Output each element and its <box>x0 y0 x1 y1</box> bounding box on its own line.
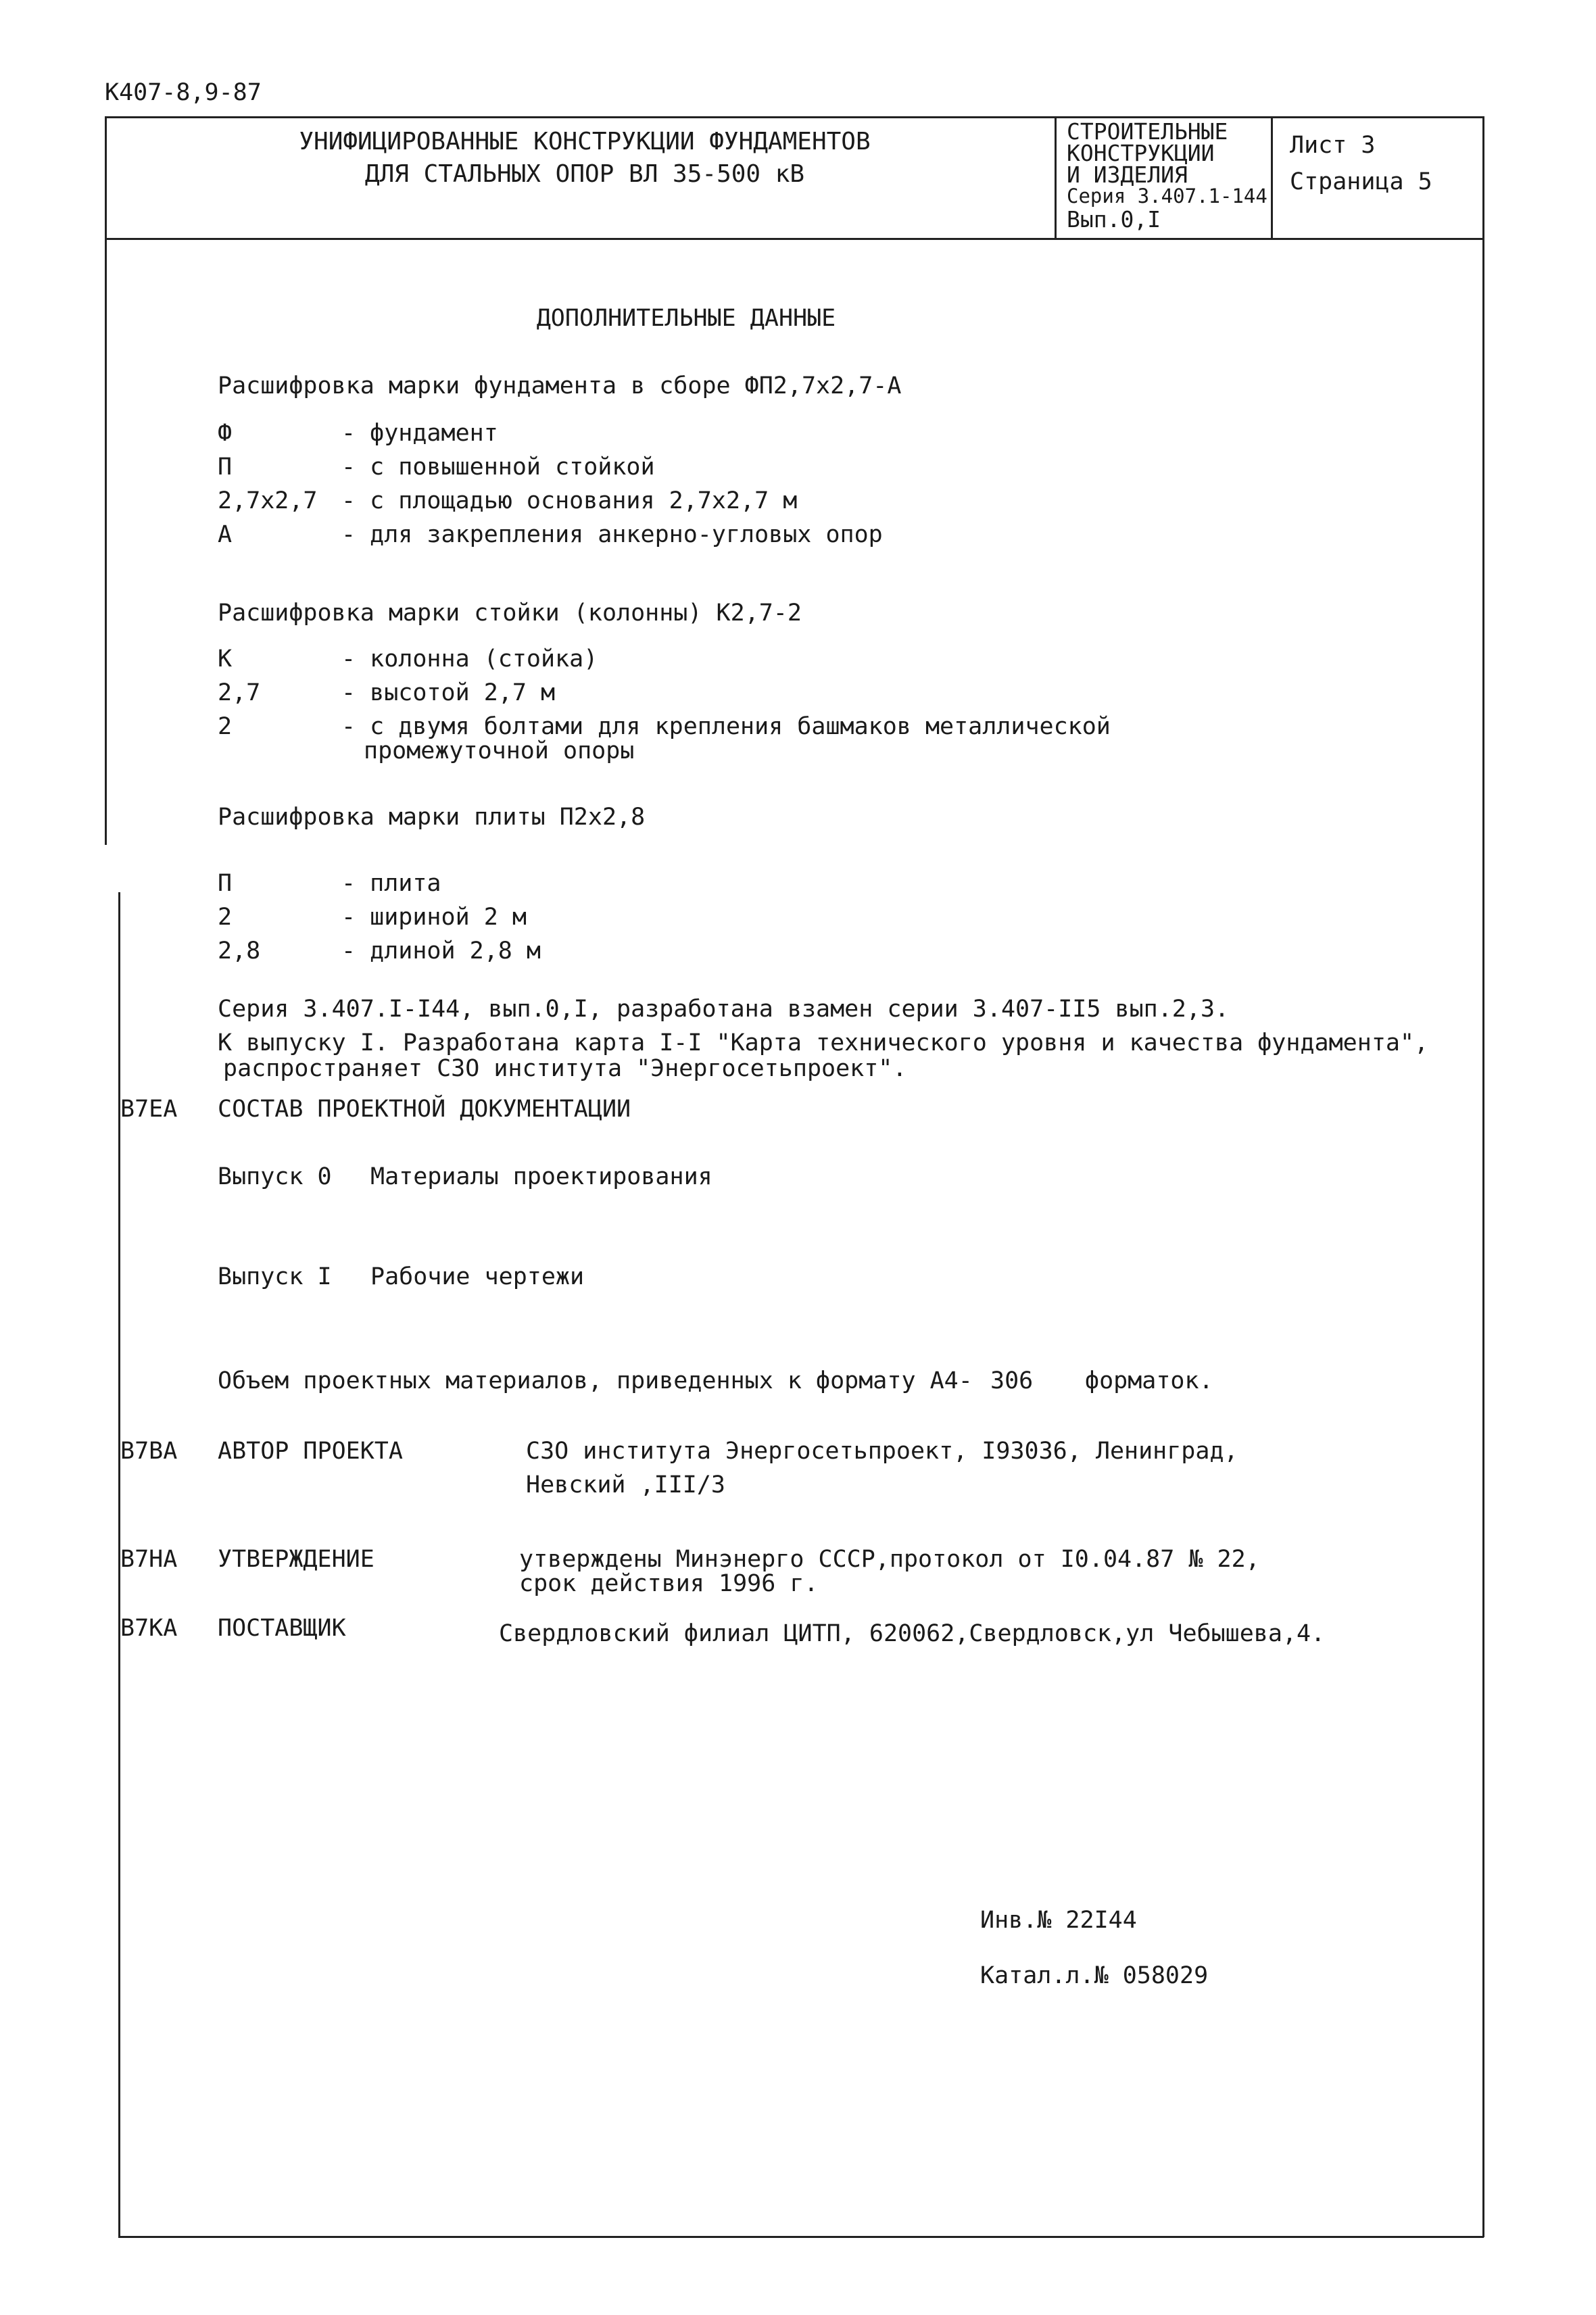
volume-count: 306 <box>990 1367 1034 1394</box>
column-code: 2,7 <box>218 679 261 706</box>
column-desc: - с двумя болтами для крепления башмаков металлической <box>341 713 1111 740</box>
foundation-code: П <box>218 454 233 481</box>
column-code: 2 <box>218 713 233 740</box>
header-title-line-1: УНИФИЦИРОВАННЫЕ КОНСТРУКЦИИ ФУНДАМЕНТОВ <box>299 128 871 155</box>
column-desc: - высотой 2,7 м <box>341 679 556 706</box>
section-title: ДОПОЛНИТЕЛЬНЫЕ ДАННЫЕ <box>536 305 836 332</box>
author-line-1: СЗО института Энергосетьпроект, I93036, Ленинград, <box>526 1438 1238 1465</box>
volume-unit: форматок. <box>1085 1367 1213 1394</box>
issue-0-desc: Материалы проектирования <box>370 1163 712 1190</box>
supplier-code: В7КА <box>120 1615 178 1642</box>
header-bottom-line <box>105 238 1484 240</box>
foundation-code: 2,7х2,7 <box>218 487 318 514</box>
slab-desc: - шириной 2 м <box>341 904 527 931</box>
composition-title: СОСТАВ ПРОЕКТНОЙ ДОКУМЕНТАЦИИ <box>218 1096 631 1123</box>
slab-desc: - плита <box>341 870 441 897</box>
column-heading: Расшифровка марки стойки (колонны) К2,7-2 <box>218 600 802 627</box>
frame-top-line <box>105 116 1484 118</box>
issue-0-label: Выпуск 0 <box>218 1163 332 1190</box>
document-code: К407-8,9-87 <box>105 79 262 106</box>
approval-code: В7НА <box>120 1546 178 1573</box>
notes-line-3: распространяет СЗО института "Энергосетьпроект". <box>223 1055 907 1082</box>
frame-left-top <box>105 116 107 845</box>
foundation-code: Ф <box>218 420 233 447</box>
frame-right-line <box>1482 116 1484 2237</box>
header-divider-1 <box>1055 116 1057 239</box>
issue-1-desc: Рабочие чертежи <box>370 1263 585 1290</box>
slab-code: П <box>218 870 233 897</box>
foundation-desc: - фундамент <box>341 420 498 447</box>
catalog-number: Катал.л.№ 058029 <box>980 1962 1209 1989</box>
composition-code: В7ЕА <box>120 1096 178 1123</box>
issue-1-label: Выпуск I <box>218 1263 332 1290</box>
notes-line-1: Серия 3.407.I-I44, вып.0,I, разработана взамен серии 3.407-II5 вып.2,3. <box>218 996 1230 1023</box>
header-title-line-2: ДЛЯ СТАЛЬНЫХ ОПОР ВЛ 35-500 кВ <box>364 160 805 188</box>
approval-line-1: утверждены Минэнерго СССР,протокол от I0.04.87 № 22, <box>519 1546 1260 1573</box>
column-desc: - колонна (стойка) <box>341 645 598 673</box>
column-desc-continuation: промежуточной опоры <box>364 737 635 764</box>
header-series: Серия 3.407.1-144 <box>1067 185 1267 208</box>
author-code: В7ВА <box>120 1438 178 1465</box>
slab-heading: Расшифровка марки плиты П2х2,8 <box>218 804 646 831</box>
author-label: АВТОР ПРОЕКТА <box>218 1438 403 1465</box>
foundation-desc: - с повышенной стойкой <box>341 454 655 481</box>
notes-line-2: К выпуску I. Разработана карта I-I "Карта технического уровня и качества фундамента", <box>218 1029 1429 1056</box>
inventory-number: Инв.№ 22I44 <box>980 1907 1137 1934</box>
foundation-desc: - для закрепления анкерно-угловых опор <box>341 521 883 548</box>
header-category-line-1: СТРОИТЕЛЬНЫЕ <box>1067 118 1228 145</box>
supplier-label: ПОСТАВЩИК <box>218 1615 346 1642</box>
approval-label: УТВЕРЖДЕНИЕ <box>218 1546 374 1573</box>
header-page: Страница 5 <box>1290 168 1432 195</box>
header-issue: Вып.0,I <box>1067 206 1161 233</box>
header-category-line-2: КОНСТРУКЦИИ <box>1067 140 1215 166</box>
header-category-line-3: И ИЗДЕЛИЯ <box>1067 162 1188 188</box>
volume-text: Объем проектных материалов, приведенных к формату А4- <box>218 1367 973 1394</box>
header-divider-2 <box>1271 116 1273 239</box>
foundation-code: А <box>218 521 233 548</box>
slab-code: 2 <box>218 904 233 931</box>
slab-code: 2,8 <box>218 937 261 965</box>
slab-desc: - длиной 2,8 м <box>341 937 541 965</box>
column-code: К <box>218 645 233 673</box>
approval-line-2: срок действия 1996 г. <box>519 1570 819 1597</box>
header-sheet: Лист 3 <box>1290 132 1376 159</box>
author-line-2: Невский ,III/3 <box>526 1471 726 1498</box>
supplier-text: Свердловский филиал ЦИТП, 620062,Свердловск,ул Чебышева,4. <box>499 1620 1326 1647</box>
foundation-desc: - с площадью основания 2,7х2,7 м <box>341 487 798 514</box>
foundation-heading: Расшифровка марки фундамента в сборе ФП2,7х2,7-А <box>218 372 902 399</box>
frame-bottom-line <box>118 2236 1484 2238</box>
